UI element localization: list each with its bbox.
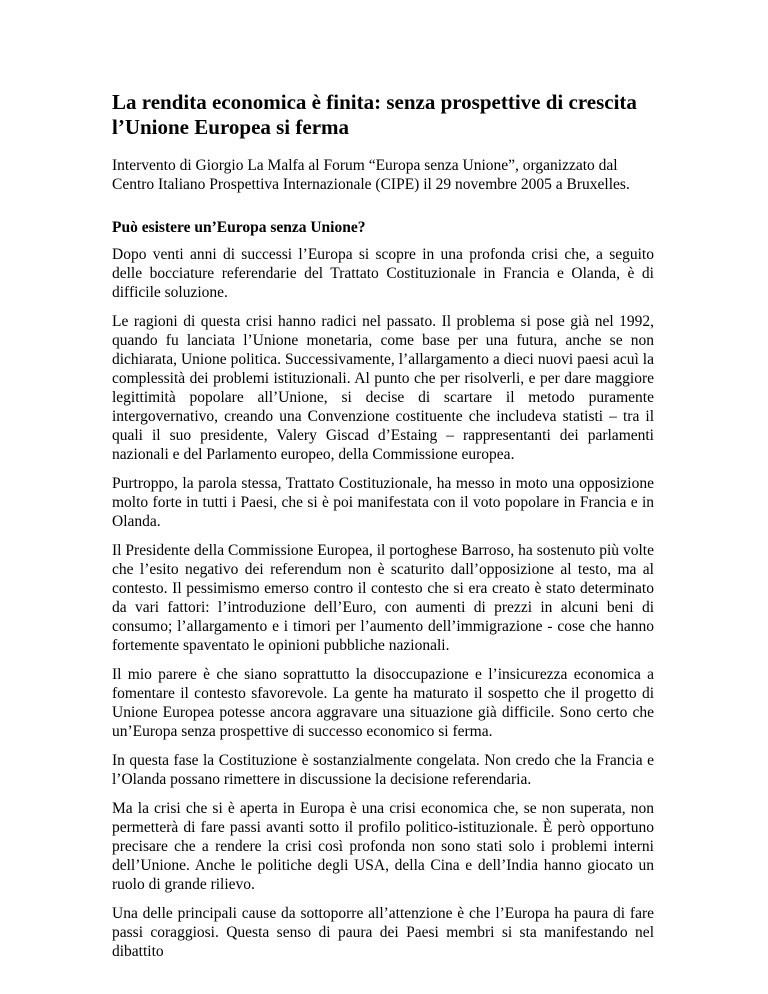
- paragraph-2: Le ragioni di questa crisi hanno radici nel passato. Il problema si pose già nel 1992, quando fu lanciata l’Unione monetaria, come base per una futura, anche se non dichiarata, Unione politica. Successivamente, l’allargamento a dieci nuovi paesi acuì la complessità dei problemi istituzionali. Al punto che per risolverli, e per dare maggiore legittimità popolare all’Unione, si decise di scartare il metodo puramente intergovernativo, creando una Convenzione costituente che includeva statisti – tra il quali il suo presidente, Valery Giscad d’Estaing – rappresentanti dei parlamenti nazionali e del Parlamento europeo, della Commissione europea.: [112, 313, 654, 463]
- paragraph-4: Il Presidente della Commissione Europea, il portoghese Barroso, ha sostenuto più volte che l’esito negativo dei referendum non è scaturito dall’opposizione al testo, ma al contesto. Il pessimismo emerso contro il contesto che si era creato è stato determinato da vari fattori: l’introduzione dell’Euro, con aumenti di prezzi in alcuni beni di consumo; l’allargamento e i timori per l’aumento dell’immigrazione - cose che hanno fortemente spaventato le opinioni pubbliche nazionali.: [112, 542, 654, 654]
- paragraph-7: Ma la crisi che si è aperta in Europa è una crisi economica che, se non superata, non permetterà di fare passi avanti sotto il profilo politico-istituzionale. È però opportuno precisare che a rendere la crisi così profonda non sono stati solo i problemi interni dell’Unione. Anche le politiche degli USA, della Cina e dell’India hanno giocato un ruolo di grande rilievo.: [112, 800, 654, 893]
- paragraph-6: In questa fase la Costituzione è sostanzialmente congelata. Non credo che la Francia e l’Olanda possano rimettere in discussione la decisione referendaria.: [112, 752, 654, 788]
- document-title: La rendita economica è finita: senza prospettive di crescita l’Unione Europea si ferma: [112, 90, 637, 139]
- paragraph-1: Dopo venti anni di successi l’Europa si scopre in una profonda crisi che, a seguito delle bocciature referendarie del Trattato Costituzionale in Francia e Olanda, è di difficile soluzione.: [112, 246, 654, 301]
- section-heading: Può esistere un’Europa senza Unione?: [112, 219, 366, 236]
- paragraph-3: Purtroppo, la parola stessa, Trattato Costituzionale, ha messo in moto una opposizione molto forte in tutti i Paesi, che si è poi manifestata con il voto popolare in Francia e in Olanda.: [112, 475, 654, 530]
- document-intro: Intervento di Giorgio La Malfa al Forum “Europa senza Unione”, organizzato dal Centro Italiano Prospettiva Internazionale (CIPE) il 29 novembre 2005 a Bruxelles.: [112, 157, 630, 193]
- paragraph-5: Il mio parere è che siano soprattutto la disoccupazione e l’insicurezza economica a fomentare il contesto sfavorevole. La gente ha maturato il sospetto che il progetto di Unione Europea potesse ancora aggravare una situazione già difficile. Sono certo che un’Europa senza prospettive di successo economico si ferma.: [112, 666, 654, 740]
- paragraph-8: Una delle principali cause da sottoporre all’attenzione è che l’Europa ha paura di fare passi coraggiosi. Questa senso di paura dei Paesi membri si sta manifestando nel dibattito: [112, 905, 654, 960]
